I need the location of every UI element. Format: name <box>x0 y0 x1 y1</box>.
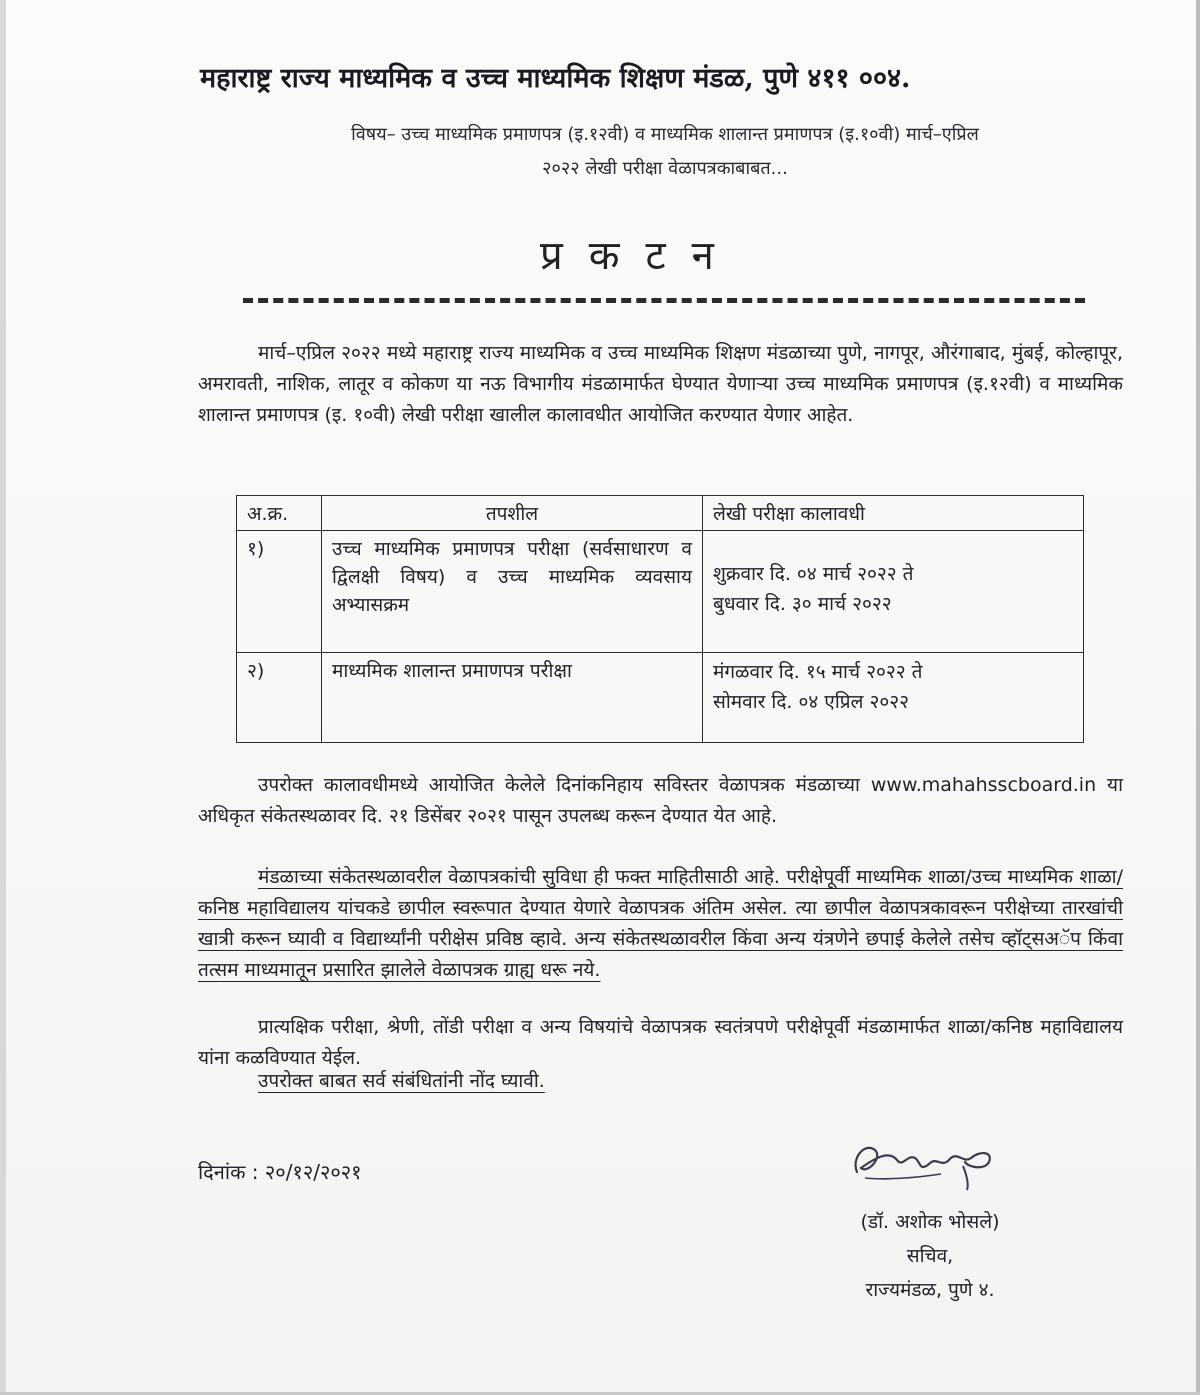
handwritten-signature <box>845 1128 1005 1192</box>
table-row <box>237 652 1084 742</box>
practical-exam-paragraph <box>198 1012 1123 1074</box>
subject-line-2: २०२२ लेखी परीक्षा वेळापत्रकाबाबत... <box>542 158 788 179</box>
subject-line <box>210 118 1120 186</box>
notice-heading: प्रकटन <box>540 233 740 279</box>
period-end: सोमवार दि. ०४ एप्रिल २०२२ <box>713 690 909 713</box>
subject-line-1: विषय– उच्च माध्यमिक प्रमाणपत्र (इ.१२वी) व माध्यमिक शालान्त प्रमाणपत्र (इ.१०वी) मार्च–एप्रिल <box>351 124 979 145</box>
disclaimer-paragraph <box>198 862 1123 986</box>
notice-date: दिनांक : २०/१२/२०२१ <box>198 1160 362 1184</box>
row-serial: २) <box>237 652 322 742</box>
row-detail: माध्यमिक शालान्त प्रमाणपत्र परीक्षा <box>322 652 703 742</box>
row-serial: १) <box>237 531 322 653</box>
header-period: लेखी परीक्षा कालावधी <box>703 496 1084 531</box>
signatory-block <box>800 1205 1060 1307</box>
practical-exam-paragraph-text: प्रात्यक्षिक परीक्षा, श्रेणी, तोंडी परीक्षा व अन्य विषयांचे वेळापत्रक स्वतंत्रपणे परीक्षेपूर्वी मंडळामार्फत शाळा/कनिष्ठ महाविद्यालय यांना कळविण्यात येईल. <box>198 1016 1123 1069</box>
closing-paragraph-text: उपरोक्त बाबत सर्व संबंधितांनी नोंद घ्यावी. <box>258 1070 545 1092</box>
intro-paragraph <box>198 338 1123 431</box>
website-paragraph-text: उपरोक्त कालावधीमध्ये आयोजित केलेले दिनांकनिहाय सविस्तर वेळापत्रक मंडळाच्या www.mahahsscboard.in या अधिकृत संकेतस्थळावर दि. २१ डिसेंबर २०२१ पासून उपलब्ध करून देण्यात येत आहे. <box>198 774 1123 827</box>
row-period <box>703 531 1084 653</box>
header-detail: तपशील <box>322 496 703 531</box>
row-detail: उच्च माध्यमिक प्रमाणपत्र परीक्षा (सर्वसाधारण व द्विलक्षी विषय) व उच्च माध्यमिक व्यवसाय अभ्यासक्रम <box>322 531 703 653</box>
row-period <box>703 652 1084 742</box>
signatory-office: राज्यमंडळ, पुणे ४. <box>865 1279 995 1301</box>
signatory-name: (डॉ. अशोक भोसले) <box>860 1211 1000 1233</box>
dashed-divider <box>243 298 1085 303</box>
intro-paragraph-text: मार्च–एप्रिल २०२२ मध्ये महाराष्ट्र राज्य माध्यमिक व उच्च माध्यमिक शिक्षण मंडळाच्या पुणे, नागपूर, औरंगाबाद, मुंबई, कोल्हापूर, अमरावती, नाशिक, लातूर व कोकण या नऊ विभागीय मंडळामार्फत घेण्यात येणाऱ्या उच्च माध्यमिक प्रमाणपत्र (इ.१२वी) व माध्यमिक शालान्त प्रमाणपत्र (इ. १०वी) लेखी परीक्षा खालील कालावधीत आयोजित करण्यात येणार आहेत. <box>198 342 1123 426</box>
exam-schedule-table <box>236 495 1084 743</box>
disclaimer-paragraph-text: मंडळाच्या संकेतस्थळावरील वेळापत्रकांची सुविधा ही फक्त माहितीसाठी आहे. परीक्षेपूर्वी माध्यमिक शाळा/उच्च माध्यमिक शाळा/कनिष्ठ महाविद्यालय यांचकडे छापील स्वरूपात देण्यात येणारे वेळापत्रक अंतिम असेल. त्या छापील वेळापत्रकावरून परीक्षेच्या तारखांची खात्री करून घ्यावी व विद्यार्थ्यांनी परीक्षेस प्रविष्ठ व्हावे. अन्य संकेतस्थळावरील किंवा अन्य यंत्रणेने छपाई केलेले तसेच व्हॉट्सअॅप किंवा तत्सम माध्यमातून प्रसारित झालेले वेळापत्रक ग्राह्य धरू नये. <box>198 866 1123 981</box>
signatory-designation: सचिव, <box>906 1245 954 1267</box>
page-edge-right <box>1196 0 1200 1395</box>
closing-paragraph <box>198 1066 1123 1097</box>
period-start: मंगळवार दि. १५ मार्च २०२२ ते <box>713 660 923 683</box>
table-header-row <box>237 496 1084 531</box>
table-row <box>237 531 1084 653</box>
page-edge-left <box>0 0 6 1395</box>
website-paragraph <box>198 770 1123 832</box>
board-title: महाराष्ट्र राज्य माध्यमिक व उच्च माध्यमिक शिक्षण मंडळ, पुणे ४११ ००४. <box>200 63 911 94</box>
period-start: शुक्रवार दि. ०४ मार्च २०२२ ते <box>713 563 914 585</box>
header-serial: अ.क्र. <box>237 496 322 531</box>
period-end: बुधवार दि. ३० मार्च २०२२ <box>713 593 892 615</box>
